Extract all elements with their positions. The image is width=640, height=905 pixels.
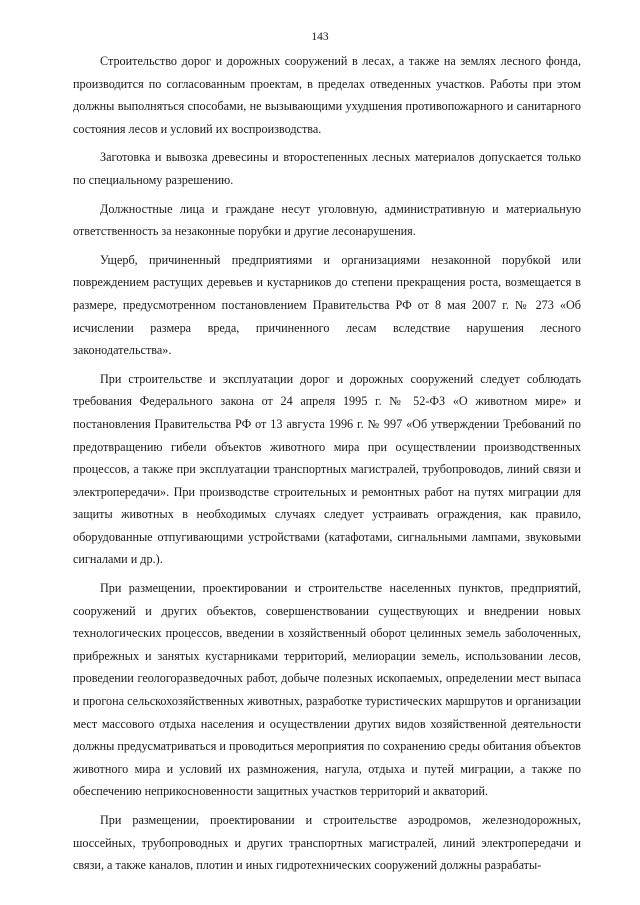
paragraph-transport-structures: При размещении, проектировании и строительстве аэродромов, железнодорожных, шоссейных, трубопроводных и других транспортных магистралей, линий электропередачи и связи, а также каналов, плотин и иных гидротехнических сооружений должны разрабаты- (73, 813, 581, 873)
paragraph-road-construction: Строительство дорог и дорожных сооружений в лесах, а также на землях лесного фонда, производится по согласованным проектам, в пределах отведенных участков. Работы при этом должны выполняться способами, не вызывающими ухудшения противопожарного и санитарного состояния лесов и условий их воспроизводства. (73, 54, 581, 136)
paragraph-habitat-preservation: При размещении, проектировании и строительстве населенных пунктов, предприятий, сооружений и других объектов, совершенствовании существующих и внедрении новых технологических процессов, введении в хозяйственный оборот целинных земель заболоченных, прибрежных и занятых кустарниками территорий, мелиорации земель, использовании лесов, проведении геологоразведочных работ, добыче полезных ископаемых, определении мест выпаса и прогона сельскохозяйственных животных, разработке туристических маршрутов и организации мест массового отдыха населения и осуществлении других видов хозяйственной деятельности должны предусматриваться и проводиться мероприятия по сохранению среды обитания объектов животного мира и условий их размножения, нагула, отдыха и путей миграции, а также по обеспечению неприкосновенности защитных участков территорий и акваторий. (73, 581, 581, 799)
paragraph-liability: Должностные лица и граждане несут уголовную, административную и материальную ответственность за незаконные порубки и другие лесонарушения. (73, 201, 581, 239)
page-number: 143 (311, 31, 329, 43)
paragraph-wildlife-protection: При строительстве и эксплуатации дорог и дорожных сооружений следует соблюдать требования Федерального закона от 24 апреля 1995 г. № 52-ФЗ «О животном мире» и постановления Правительства РФ от 13 августа 1996 г. № 997 «Об утверждении Требований по предотвращению гибели объектов животного мира при осуществлении производственных процессов, а также при эксплуатации транспортных магистралей, трубопроводов, линий связи и электропередачи». При производстве строительных и ремонтных работ на путях миграции для защиты животных в необходимых случаях следует устраивать ограждения, как правило, оборудованные отпугивающими устройствами (катафотами, сигнальными лампами, звуковыми сигналами и др.). (73, 371, 581, 567)
paragraph-damage-compensation: Ущерб, причиненный предприятиями и организациями незаконной порубкой или повреждением растущих деревьев и кустарников до степени прекращения роста, возмещается в размере, предусмотренном постановлением Правительства РФ от 8 мая 2007 г. № 273 «Об исчислении размера вреда, причиненного лесам вследствие нарушения лесного законодательства». (73, 252, 581, 358)
paragraph-timber-harvesting: Заготовка и вывозка древесины и второстепенных лесных материалов допускается только по специальному разрешению. (73, 150, 581, 187)
document-body (73, 50, 581, 877)
